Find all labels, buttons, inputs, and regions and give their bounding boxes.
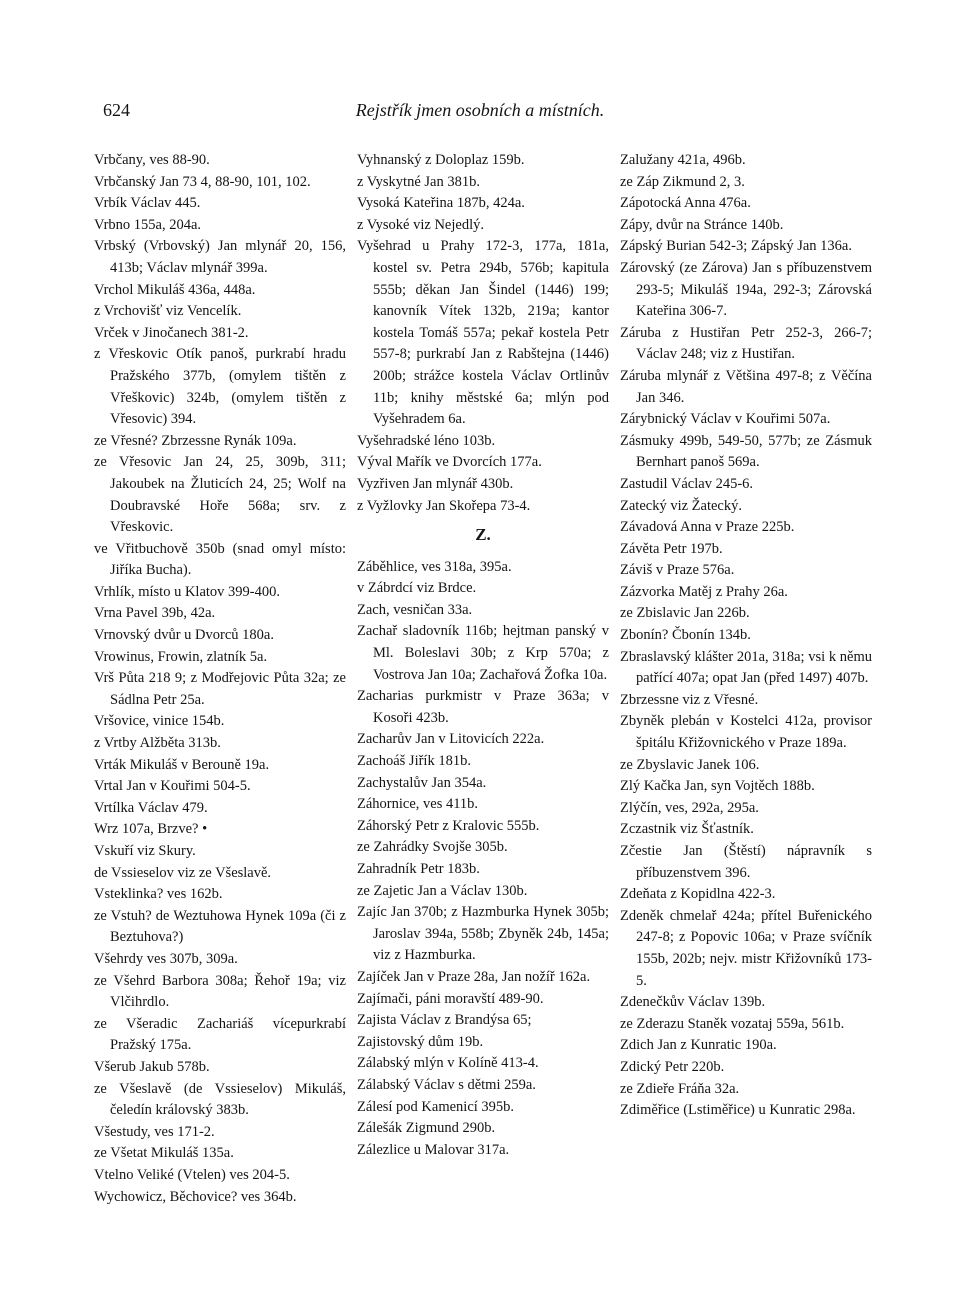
index-entry: Vrš Půta 218 9; z Modřejovic Půta 32a; ze Sádlna Petr 25a. <box>94 670 346 708</box>
index-entry: Vrchol Mikuláš 436a, 448a. <box>94 281 256 298</box>
index-entry: z Vřeskovic Otík panoš, purkrabí hradu Pražského 377b, (omylem tištěn z Vřeškovic) 324b, (omylem tištěn z Vřesovic) 394. <box>94 346 346 428</box>
index-entry: Závěta Petr 197b. <box>620 540 723 557</box>
index-entry: ze Všeradic Zachariáš vícepurkrabí Pražský 175a. <box>94 1015 346 1054</box>
index-entry: Záběhlice, ves 318a, 395a. <box>357 558 512 575</box>
index-entry: Vskuří viz Skury. <box>94 843 196 859</box>
running-title: Rejstřík jmen osobních a místních. <box>355 100 605 120</box>
index-entry: Vrnovský dvůr u Dvorců 180a. <box>94 627 274 644</box>
index-entry: ze Vřesné? Zbrzessne Rynák 109a. <box>94 432 297 449</box>
index-entry: Záhornice, ves 411b. <box>357 796 479 813</box>
index-entry: Zachystalův Jan 354a. <box>357 774 487 791</box>
index-entry: Zczastnik viz Šťastník. <box>620 821 754 838</box>
index-entry: Zápský Burian 542-3; Zápský Jan 136a. <box>620 238 852 255</box>
index-entry: Zálesí pod Kamenicí 395b. <box>357 1098 515 1115</box>
index-entry: Vrbčany, ves 88-90. <box>94 152 210 168</box>
index-entry: Záhorský Petr z Kralovic 555b. <box>357 817 540 834</box>
index-entry: Zbonín? Čbonín 134b. <box>620 627 751 644</box>
index-entry: Vršovice, vinice 154b. <box>94 713 225 730</box>
index-entry: ze Zahrádky Svojše 305b. <box>357 839 508 856</box>
index-entry: Vsteklinka? ves 162b. <box>94 886 223 903</box>
index-entry: v Zábrdcí viz Brdce. <box>357 580 477 597</box>
index-entry: Zdiměřice (Lstiměřice) u Kunratic 298a. <box>620 1102 856 1119</box>
index-entry: Zčestie Jan (Štěstí) nápravník s příbuzenstvem 396. <box>620 843 872 881</box>
page-header <box>0 100 960 130</box>
index-entry: ze Vstuh? de Weztuhowa Hynek 109a (či z Beztuhova?) <box>94 907 346 946</box>
index-entry: Zdenečkův Václav 139b. <box>620 994 766 1011</box>
index-entry: Zlý Kačka Jan, syn Vojtěch 188b. <box>620 778 815 795</box>
index-entry: ze Všeslavě (de Vssieselov) Mikuláš, čeledín královský 383b. <box>94 1080 346 1119</box>
index-entry: Zatecký viz Žatecký. <box>620 497 742 514</box>
index-entry: ze Zbislavic Jan 226b. <box>620 605 750 622</box>
index-entry: Zach, vesničan 33a. <box>357 601 473 618</box>
index-entry: Wrz 107a, Brzve? • <box>94 821 208 838</box>
index-entry: ve Vřitbuchově 350b (snad omyl místo: Jiříka Bucha). <box>94 540 346 579</box>
index-entry: Zajíc Jan 370b; z Hazmburka Hynek 305b; Jaroslav 394a, 558b; Zbyněk 24b, 145a; viz z Hazmburka. <box>357 904 609 964</box>
index-entry: Zárybnický Václav v Kouřimi 507a. <box>620 411 831 428</box>
index-entry: Záruba z Hustiřan Petr 252-3, 266-7; Václav 248; viz z Hustiřan. <box>620 324 872 363</box>
page-number: 624 <box>103 100 130 120</box>
index-entry: Vrowinus, Frowin, zlatník 5a. <box>94 648 268 665</box>
index-entry: Závadová Anna v Praze 225b. <box>620 519 795 536</box>
index-entry: z Vrchovišť viz Vencelík. <box>94 303 242 320</box>
index-entry: ze Zbyslavic Janek 106. <box>620 756 760 773</box>
index-column-1 <box>94 150 346 1208</box>
index-entry: Zahradník Petr 183b. <box>357 861 480 877</box>
index-entry: Zbraslavský klášter 201a, 318a; vsi k němu patřící 407a; opat Jan (před 1497) 407b. <box>620 648 872 687</box>
index-entry: Všerub Jakub 578b. <box>94 1058 210 1075</box>
index-entry: Zachoáš Jiřík 181b. <box>357 753 471 770</box>
index-entry: Vrbík Václav 445. <box>94 195 201 212</box>
index-entry: Zálabský mlýn v Kolíně 413-4. <box>357 1055 539 1072</box>
index-entry: Wychowicz, Běchovice? ves 364b. <box>94 1188 297 1205</box>
index-entry: Vrbský (Vrbovský) Jan mlynář 20, 156, 413b; Václav mlynář 399a. <box>94 238 346 276</box>
index-entry: Vrček v Jinočanech 381-2. <box>94 324 249 341</box>
index-column-3 <box>620 150 872 1122</box>
index-entry: z Vrtby Alžběta 313b. <box>94 735 221 752</box>
index-entry: Zápotocká Anna 476a. <box>620 195 751 212</box>
index-entry: Zápy, dvůr na Stránce 140b. <box>620 216 784 233</box>
index-entry: Zdeňata z Kopidlna 422-3. <box>620 886 776 903</box>
index-entry: Zlýčín, ves, 292a, 295a. <box>620 799 759 816</box>
index-entry: z Vyžlovky Jan Skořepa 73-4. <box>357 497 531 514</box>
index-entry: Vtelno Veliké (Vtelen) ves 204-5. <box>94 1166 290 1183</box>
index-entry: Zajímači, páni moravští 489-90. <box>357 990 544 1007</box>
index-entry: Zásmuky 499b, 549-50, 577b; ze Zásmuk Bernhart panoš 569a. <box>620 432 872 471</box>
index-entry: Zázvorka Matěj z Prahy 26a. <box>620 583 788 600</box>
index-entry: Vyšehrad u Prahy 172-3, 177a, 181a, kostel sv. Petra 294b, 576b; kapitula 555b; děkan Jan Šindel (1446) 199; kanovník Vítek 132b, 219a; kantor kostela Tomáš 557a; pekař kostela Petr 557-8; purkrabí Jan z Rabštejna (1446) 200b; strážce kostela Václav Ortlinův 11b; knihy městské 6a; mlýn pod Vyšehradem 6a. <box>357 238 609 428</box>
index-entry: Vrtílka Václav 479. <box>94 799 208 816</box>
index-entry: Vrna Pavel 39b, 42a. <box>94 605 216 622</box>
index-entry: ze Všehrd Barbora 308a; Řehoř 19a; viz Vlčihrdlo. <box>94 972 346 1011</box>
index-entry: Zárovský (ze Zárova) Jan s příbuzenstvem 293-5; Mikuláš 194a, 292-3; Zárovská Kateřina 306-7. <box>620 259 872 320</box>
index-entry: Zbrzessne viz z Vřesné. <box>620 691 759 708</box>
index-entry: Vyhnanský z Doloplaz 159b. <box>357 152 525 168</box>
index-entry: Zacharias purkmistr v Praze 363a; v Kosoři 423b. <box>357 688 609 726</box>
index-entry: Vrhlík, místo u Klatov 399-400. <box>94 583 281 600</box>
index-entry: Zdeněk chmelař 424a; přítel Buřenického 247-8; z Popovic 106a; v Praze svíčník 155b, 202b; nejv. mistr Křižovníků 173-5. <box>620 907 872 989</box>
index-entry: ze Zdieře Fráňa 32a. <box>620 1080 740 1097</box>
index-entry: Zalužany 421a, 496b. <box>620 152 746 168</box>
index-entry: Zálabský Václav s dětmi 259a. <box>357 1076 536 1093</box>
index-entry: Vyzřiven Jan mlynář 430b. <box>357 475 514 492</box>
index-entry: Záviš v Praze 576a. <box>620 562 735 579</box>
index-entry: Zajista Václav z Brandýsa 65; <box>357 1012 532 1029</box>
index-entry: Všestudy, ves 171-2. <box>94 1123 215 1140</box>
index-entry: Vysoká Kateřina 187b, 424a. <box>357 195 525 212</box>
index-entry: Záruba mlynář z Většina 497-8; z Věčína Jan 346. <box>620 367 872 406</box>
index-entry: Zajistovský dům 19b. <box>357 1033 484 1050</box>
section-heading: Z. <box>475 525 491 545</box>
index-entry: Zachař sladovník 116b; hejtman panský v Ml. Boleslavi 30b; z Krp 570a; z Vostrova Jan 10a; Zachařová Žofka 10a. <box>357 623 609 683</box>
index-entry: Zdický Petr 220b. <box>620 1058 725 1075</box>
index-entry: Zajíček Jan v Praze 28a, Jan nožíř 162a. <box>357 968 591 985</box>
index-entry: Vrbno 155a, 204a. <box>94 216 202 233</box>
index-entry: Vrták Mikuláš v Berouně 19a. <box>94 756 270 773</box>
index-column-2 <box>357 150 609 1161</box>
index-entry: Vyšehradské léno 103b. <box>357 432 496 449</box>
index-entry: Vrbčanský Jan 73 4, 88-90, 101, 102. <box>94 173 311 190</box>
index-entry: ze Všetat Mikuláš 135a. <box>94 1145 234 1162</box>
index-entry: Zastudil Václav 245-6. <box>620 475 754 492</box>
index-entry: z Vyskytné Jan 381b. <box>357 173 480 190</box>
index-entry: Zdich Jan z Kunratic 190a. <box>620 1037 777 1054</box>
index-entry: ze Záp Zikmund 2, 3. <box>620 173 745 190</box>
index-entry: Výval Mařík ve Dvorcích 177a. <box>357 454 542 471</box>
index-entry: Zálešák Zigmund 290b. <box>357 1120 496 1137</box>
index-entry: Zbyněk plebán v Kostelci 412a, provisor špitálu Křižovnického v Praze 189a. <box>620 713 872 752</box>
index-entry: Zálezlice u Malovar 317a. <box>357 1141 510 1158</box>
index-entry: Zacharův Jan v Litovicích 222a. <box>357 731 545 748</box>
index-entry: ze Zderazu Staněk vozataj 559a, 561b. <box>620 1015 845 1032</box>
index-entry: Všehrdy ves 307b, 309a. <box>94 950 238 967</box>
index-entry: Vrtal Jan v Kouřimi 504-5. <box>94 778 251 795</box>
index-entry: z Vysoké viz Nejedlý. <box>357 216 484 233</box>
index-entry: de Vssieselov viz ze Všeslavě. <box>94 864 272 881</box>
index-entry: ze Zajetic Jan a Václav 130b. <box>357 882 528 899</box>
index-entry: ze Vřesovic Jan 24, 25, 309b, 311; Jakoubek na Žluticích 24, 25; Wolf na Doubravské Hoře 568a; srv. z Vřeskovic. <box>94 454 346 536</box>
